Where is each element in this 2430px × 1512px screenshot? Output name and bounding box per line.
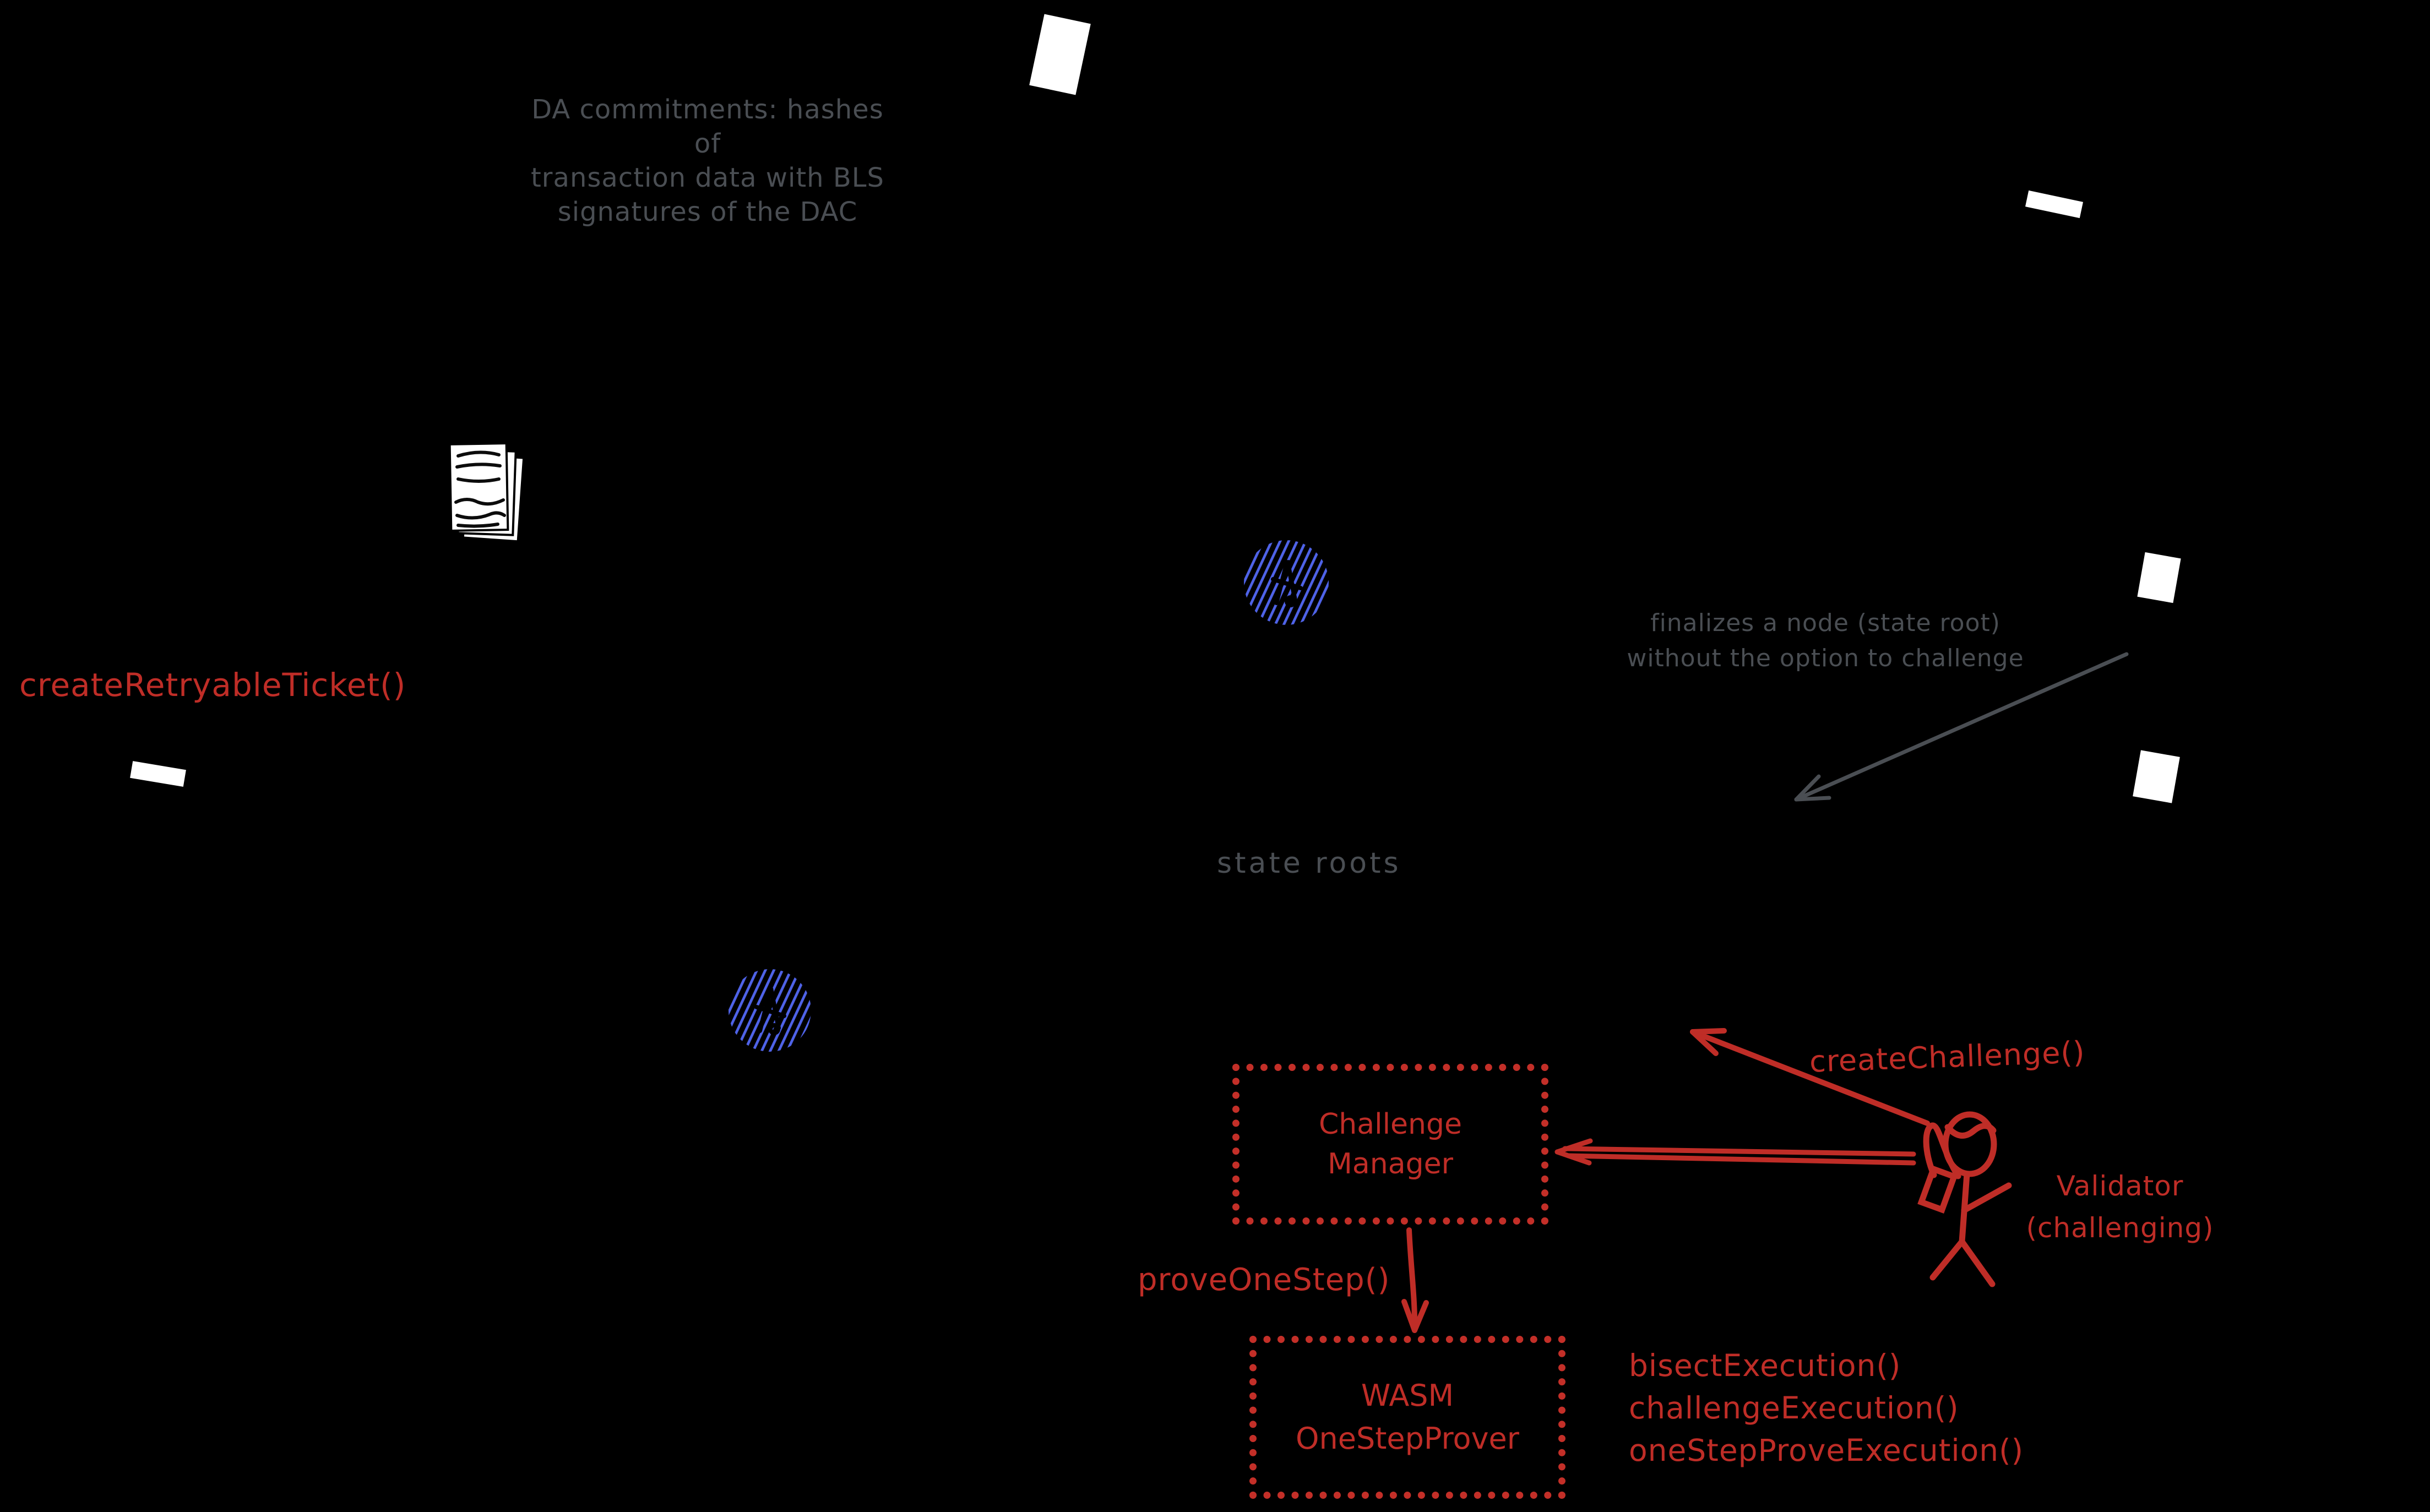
papers-stack-icon [450,443,524,541]
validator-label-line: Validator [2056,1170,2184,1202]
white-page-icon [2133,750,2180,803]
wasm-one-step-prover-box [1249,1336,1565,1499]
note-line: without the option to challenge [1627,644,2024,672]
blue-hatched-circle-icon [1244,540,1329,625]
note-line: signatures of the DAC [557,197,858,227]
wasm-methods-list [1629,1345,2024,1472]
wasm-prover-label: WASM [1361,1378,1454,1413]
validator-stick-figure-icon [1921,1114,2009,1284]
method-item: challengeExecution() [1629,1390,1959,1426]
finalize-note [1613,606,2037,676]
validator-label-line: (challenging) [2026,1212,2214,1244]
method-item: oneStepProveExecution() [1629,1433,2024,1468]
note-line: finalizes a node (state root) [1650,609,2000,637]
create-retryable-ticket-label: createRetryableTicket() [19,666,406,704]
validator-label [2010,1165,2230,1249]
challenge-manager-box [1232,1064,1548,1225]
create-challenge-label: createChallenge() [1809,1035,2086,1079]
wasm-prover-label: OneStepProver [1296,1421,1519,1456]
challenge-manager-label: Challenge [1319,1108,1462,1141]
prove-one-step-label: proveOneStep() [1138,1262,1390,1298]
prove-one-step-arrow [1404,1230,1426,1330]
challenge-manager-label: Manager [1328,1147,1453,1181]
da-commitments-note [529,93,887,229]
white-page-icon [2137,552,2181,603]
note-line: DA commitments: hashes of [531,94,884,159]
blue-hatched-circle-icon [729,969,811,1052]
state-roots-label: state roots [1217,847,1401,880]
validator-to-manager-arrow [1557,1141,1913,1163]
method-item: bisectExecution() [1629,1348,1901,1383]
note-line: transaction data with BLS [530,162,884,193]
